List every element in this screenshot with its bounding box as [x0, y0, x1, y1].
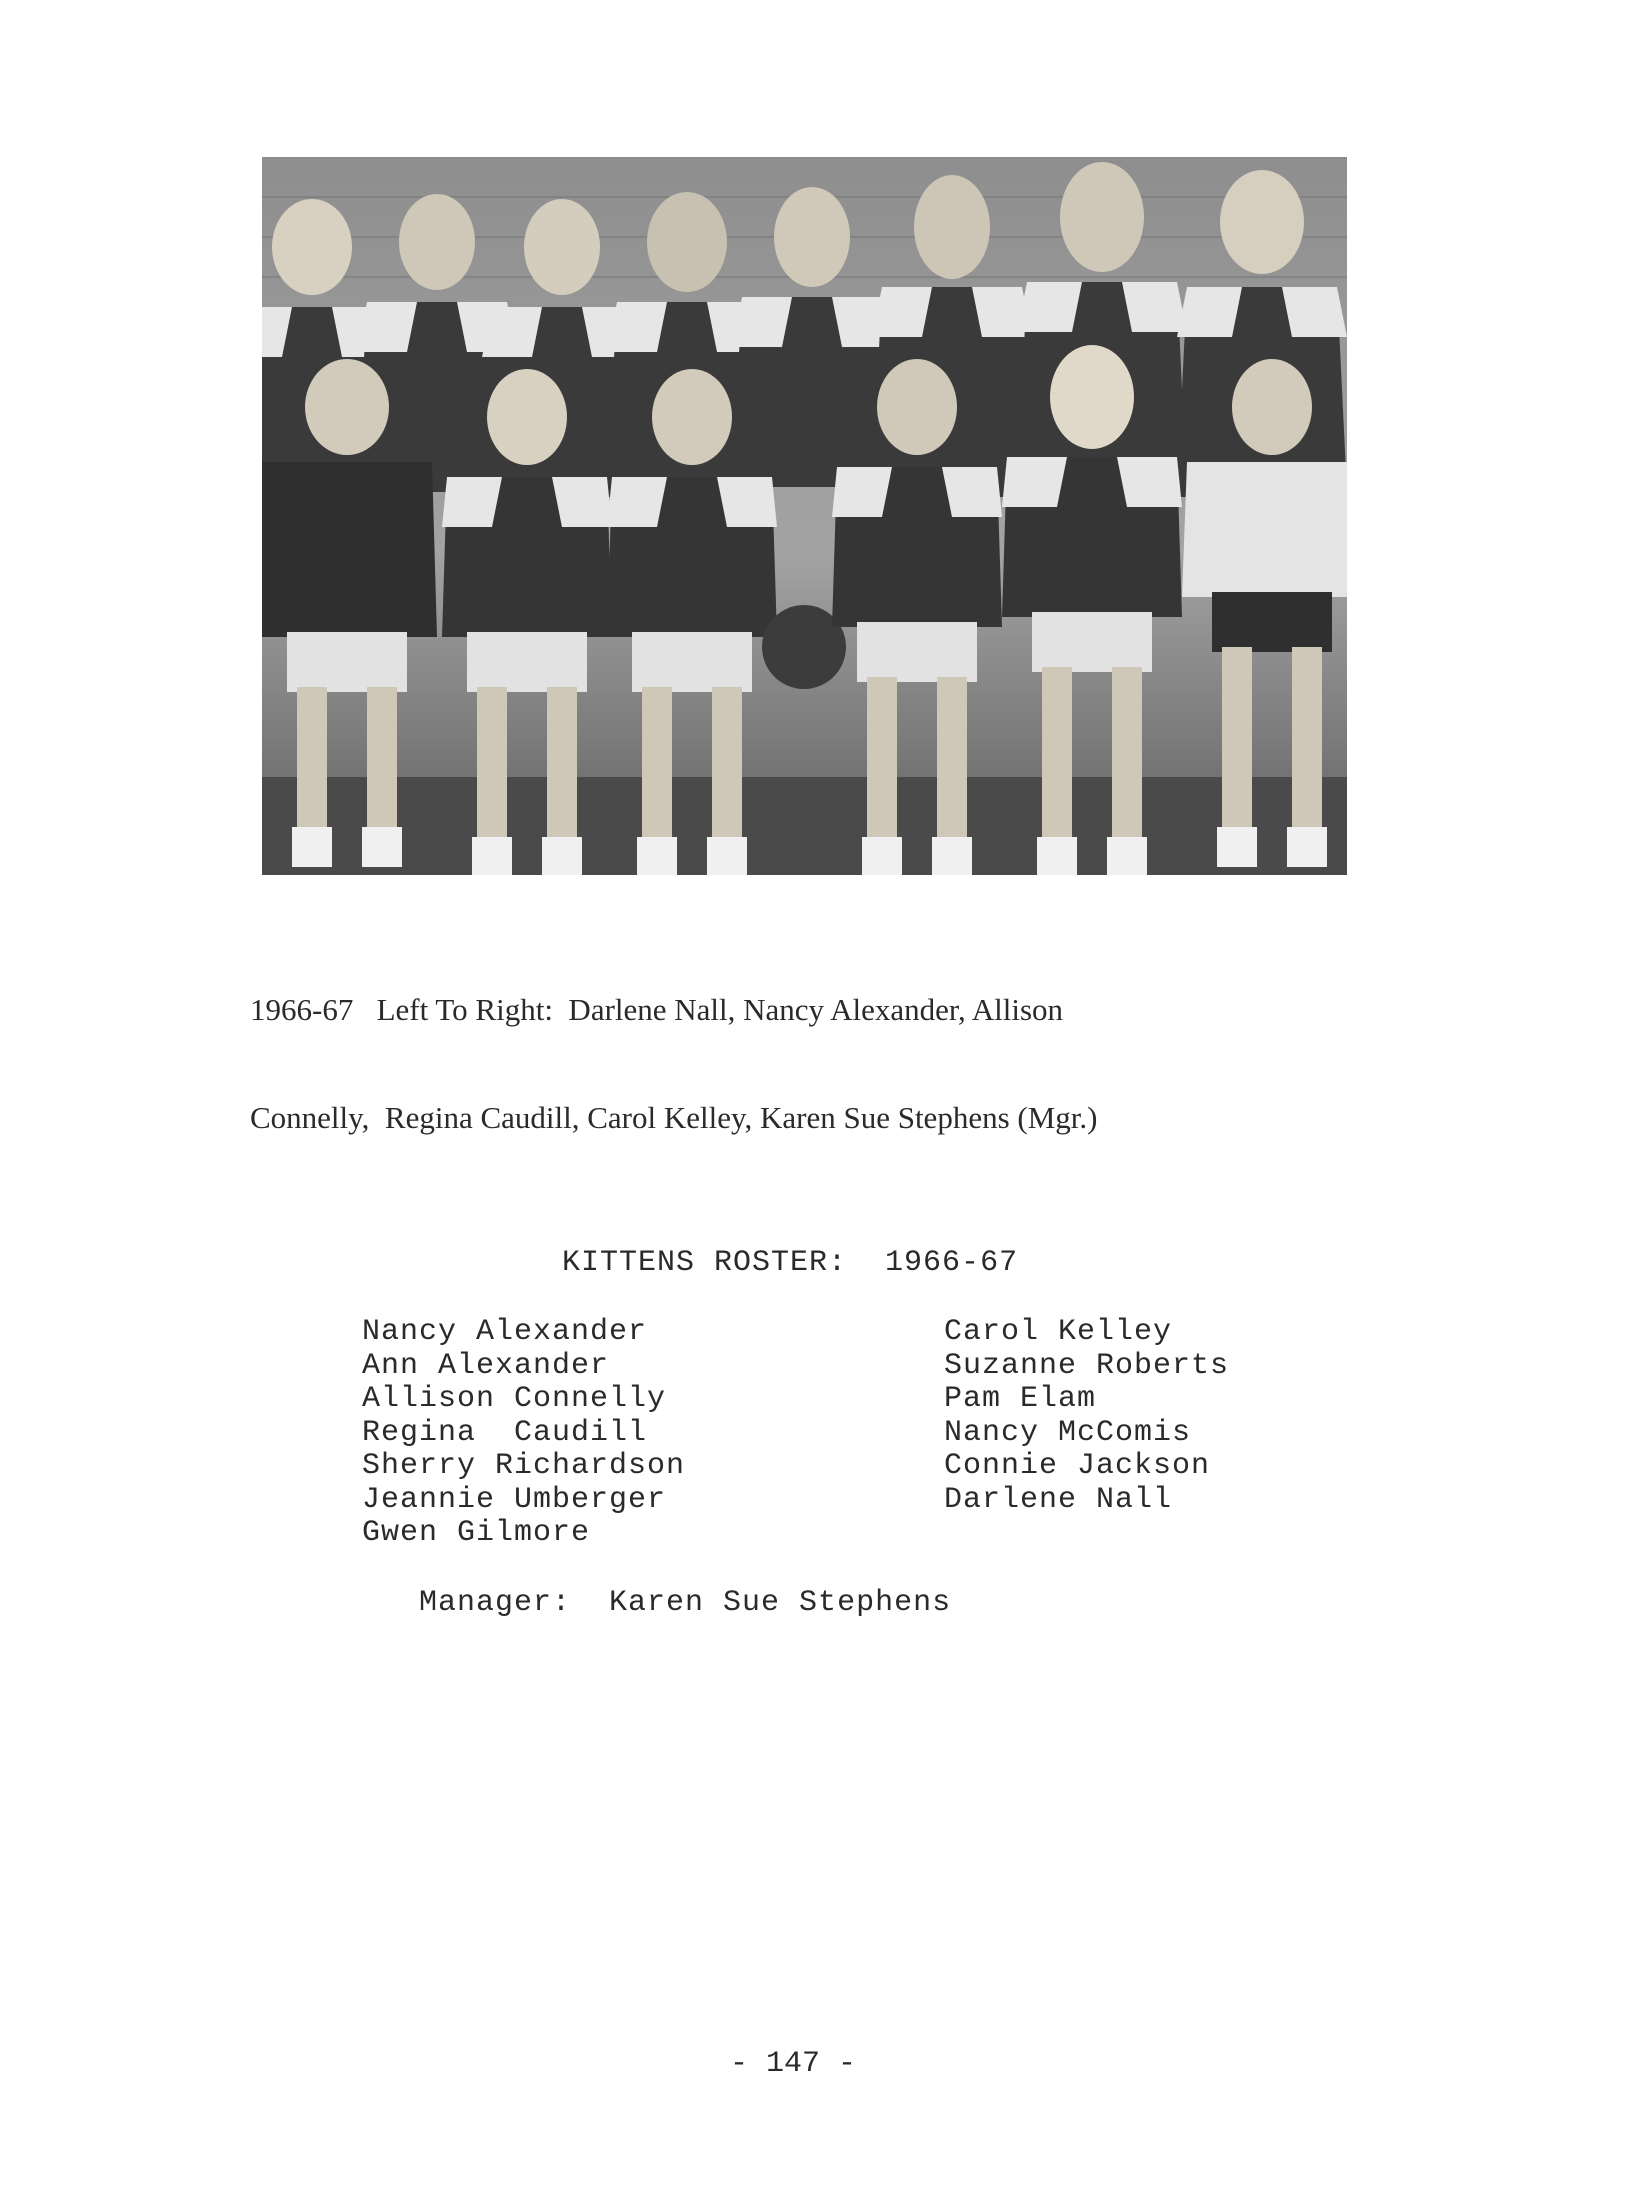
- roster-name: Carol Kelley: [944, 1315, 1173, 1349]
- roster-left-column: [362, 1316, 685, 1551]
- roster-name: Regina Caudill: [362, 1415, 648, 1450]
- team-photo: [262, 157, 1347, 875]
- roster-name: Allison Connelly: [362, 1382, 667, 1416]
- roster-name: Gwen Gilmore: [362, 1516, 591, 1550]
- roster-name: Darlene Nall: [944, 1482, 1173, 1517]
- roster-name: Sherry Richardson: [362, 1449, 686, 1483]
- photo-caption: [250, 920, 1400, 1172]
- roster-name: Nancy Alexander: [362, 1315, 648, 1349]
- roster-manager: Manager: Karen Sue Stephens: [419, 1586, 952, 1620]
- roster-name: Jeannie Umberger: [362, 1482, 667, 1517]
- roster-name: Ann Alexander: [362, 1348, 610, 1383]
- caption-line-1: 1966-67 Left To Right: Darlene Nall, Nancy Alexander, Allison: [250, 992, 1064, 1027]
- roster-name: Nancy McComis: [944, 1415, 1192, 1450]
- roster-name: Pam Elam: [944, 1382, 1097, 1416]
- roster-title: KITTENS ROSTER: 1966-67: [562, 1246, 1019, 1280]
- roster-right-column: [944, 1316, 1229, 1517]
- roster-name: Suzanne Roberts: [944, 1348, 1230, 1383]
- roster-name: Connie Jackson: [944, 1449, 1211, 1483]
- page-number: - 147 -: [730, 2047, 857, 2081]
- caption-line-2: Connelly, Regina Caudill, Carol Kelley, Karen Sue Stephens (Mgr.): [250, 1100, 1098, 1135]
